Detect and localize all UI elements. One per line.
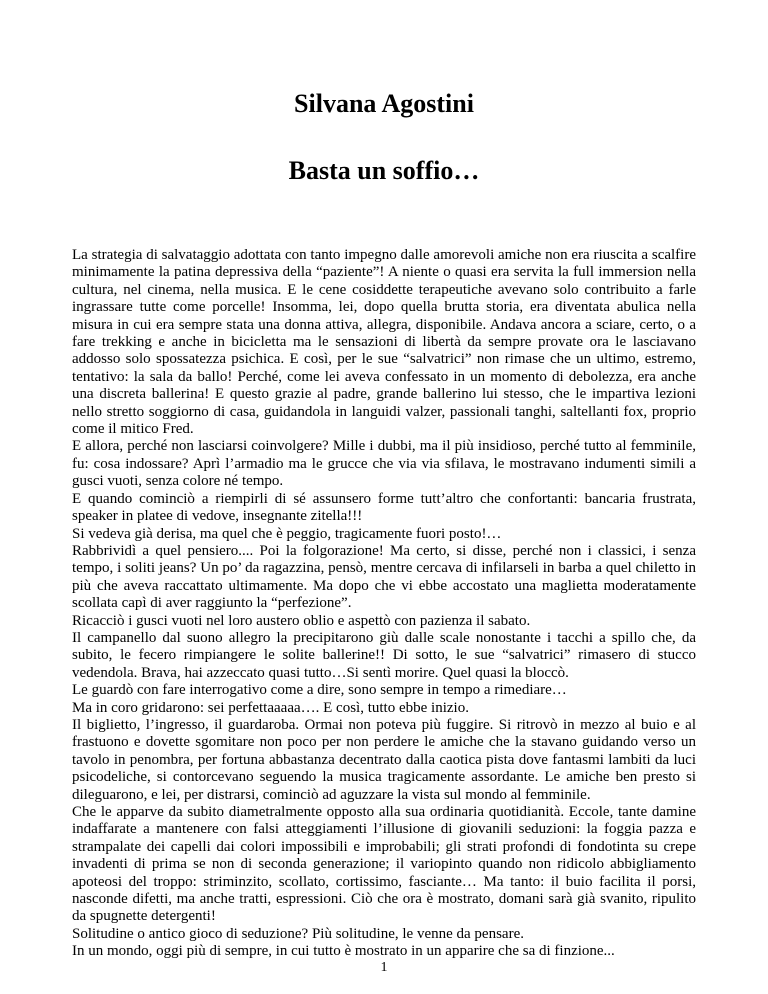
paragraph: Ma in coro gridarono: sei perfettaaaaa…. E così, tutto ebbe inizio. (72, 699, 469, 716)
paragraph: La strategia di salvataggio adottata con tanto impegno dalle amorevoli amiche non era riuscita a scalfire minimamente la patina depressiva della “paziente”! A niente o quasi era servita la full immersion nella cultura, nel cinema, nella musica. E le cene cosiddette terapeutiche avevano solo contribuito a farle ingrassare tutte come porcelle! Insomma, lei, dopo quella brutta storia, era diventata abulica nella misura in cui era sempre stata una donna attiva, allegra, disponibile. Andava ancora a sciare, certo, o a fare trekking e anche in bicicletta ma le sensazioni di libertà da sempre provate ora le lasciavano addosso solo spossatezza psichica. E così, per le sue “salvatrici” non rimase che un ultimo, estremo, tentativo: la sala da ballo! Perché, come lei aveva confessato in un momento di debolezza, era anche una discreta ballerina! E questo grazie al padre, grande ballerino lui stesso, che le impartiva lezioni nello stretto soggiorno di casa, guidandola in languidi valzer, passionali tanghi, saltellanti fox, proprio come il mitico Fred. (72, 247, 696, 438)
author-name: Silvana Agostini (294, 89, 474, 118)
page-number: 1 (380, 960, 388, 975)
paragraph: In un mondo, oggi più di sempre, in cui tutto è mostrato in un apparire che sa di finzione... (72, 943, 615, 960)
paragraph: Che le apparve da subito diametralmente opposto alla sua ordinaria quotidianità. Eccole, tante damine indaffarate a mantenere con falsi atteggiamenti l’illusione di giovanili seduzioni: la foggia pazza e strampalate dei capelli dai colori impossibili e improbabili; gli strati profondi di fondotinta su crepe invadenti di prima se non di seconda generazione; il variopinto quando non ridicolo abbigliamento apoteosi del troppo: striminzito, scollato, cortissimo, fasciante… Ma tanto: il buio facilita il porsi, nasconde difetti, ma anche tratti, espressioni. Ciò che ora è mostrato, domani sarà già svanito, ripulito da spugnette detergenti! (72, 804, 696, 925)
paragraph: E quando cominciò a riempirli di sé assunsero forme tutt’altro che confortanti: bancaria frustrata, speaker in platee di vedove, insegnante zitella!!! (72, 490, 696, 525)
story-body (72, 247, 696, 961)
paragraph: Rabbrividì a quel pensiero.... Poi la folgorazione! Ma certo, si disse, perché non i classici, i senza tempo, i soliti jeans? Un po’ da ragazzina, pensò, mentre cercava di infilarseli in barba a quel chiletto in più che aveva raccattato ultimamente. Ma dopo che vi ebbe accostato una maglietta moderatamente scollata capì di aver raggiunto la “perfezione”. (72, 542, 696, 612)
paragraph: Le guardò con fare interrogativo come a dire, sono sempre in tempo a rimediare… (72, 682, 567, 699)
paragraph: Solitudine o antico gioco di seduzione? Più solitudine, le venne da pensare. (72, 925, 524, 942)
story-title: Basta un soffio… (288, 156, 480, 185)
paragraph: E allora, perché non lasciarsi coinvolgere? Mille i dubbi, ma il più insidioso, perché tutto al femminile, fu: cosa indossare? Aprì l’armadio ma le grucce che via via sfilava, le mostravano indumenti simili a gusci vuoti, senza colore né tempo. (72, 438, 696, 490)
paragraph: Ricacciò i gusci vuoti nel loro austero oblio e aspettò con pazienza il sabato. (72, 612, 531, 629)
paragraph: Il biglietto, l’ingresso, il guardaroba. Ormai non poteva più fuggire. Si ritrovò in mezzo al buio e al frastuono e dovette sgomitare non poco per non perdere le amiche che la stavano guidando verso un tavolo in penombra, per fortuna abbastanza decentrato dalla caotica pista dove fantasmi lambiti da luci psicodeliche, si contorcevano seguendo la musica tragicamente assordante. Le amiche ben presto si dileguarono, e lei, per distrarsi, cominciò ad aguzzare la vista sul mondo al femminile. (72, 716, 696, 803)
paragraph: Il campanello dal suono allegro la precipitarono giù dalle scale nonostante i tacchi a spillo che, da subito, le fecero rimpiangere le solite ballerine!! Di sotto, le sue “salvatrici” rimasero di stucco vedendola. Brava, hai azzeccato quasi tutto…Si sentì morire. Quel quasi la bloccò. (72, 629, 696, 681)
paragraph: Si vedeva già derisa, ma quel che è peggio, tragicamente fuori posto!… (72, 525, 502, 542)
